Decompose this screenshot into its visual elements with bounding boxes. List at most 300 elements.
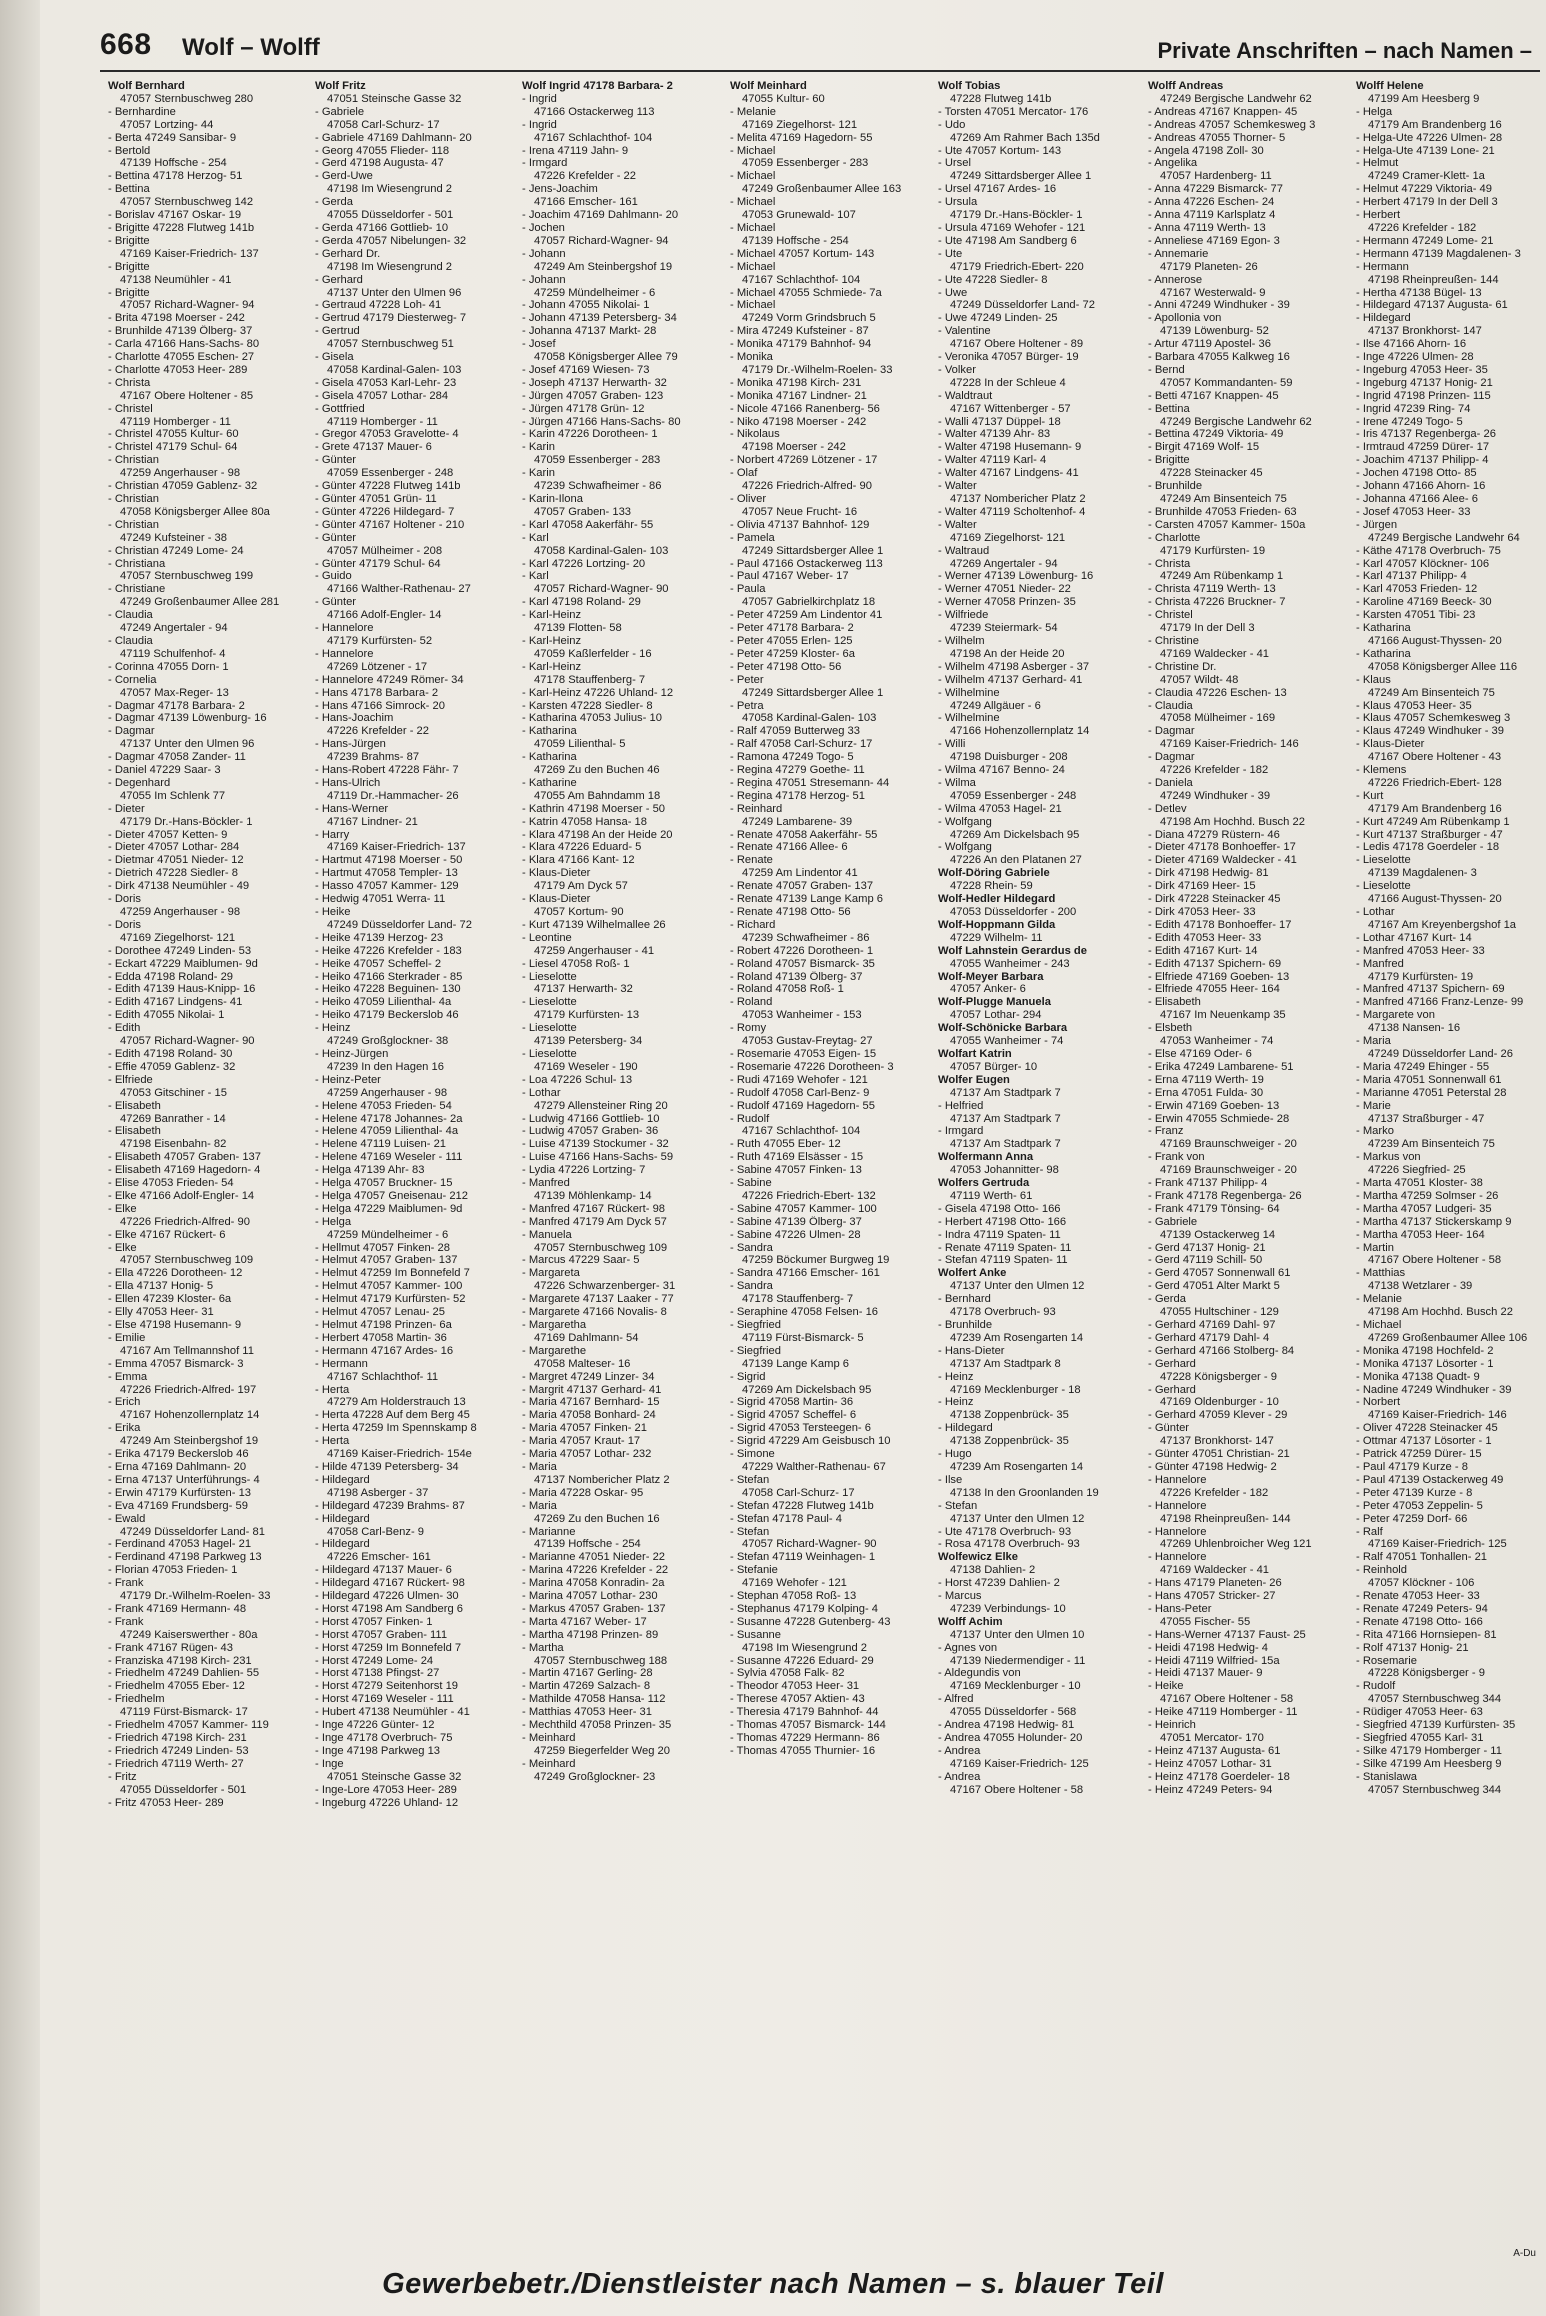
entry-line: - Ella 47137 Honig- 5 (108, 1280, 214, 1293)
entry-line: - Dagmar (1148, 725, 1195, 738)
entry-line: - Heinz (315, 1022, 351, 1035)
entry-line: - Heike 47226 Krefelder - 183 (315, 944, 462, 957)
entry-line: - Günter (315, 454, 357, 467)
entry-line: - Thomas 47055 Thurnier- 16 (730, 1744, 876, 1757)
entry-line: - Ingrid (522, 118, 557, 131)
entry-line: - Susanne 47226 Eduard- 29 (730, 1654, 874, 1667)
entry-line: - Degenhard (108, 776, 171, 789)
entry-address: 47239 Verbindungs- 10 (950, 1602, 1066, 1615)
entry-line: - Josef 47053 Heer- 33 (1356, 505, 1471, 518)
entry-address: 47167 Obere Holtener - 58 (950, 1783, 1084, 1796)
entry-line: - Margaretha (522, 1319, 587, 1331)
entry-line: - Margarete 47166 Novalis- 8 (522, 1306, 667, 1319)
entry-line: - Rosemarie 47226 Dorotheen- 3 (730, 1060, 894, 1073)
entry-line: - Frank 47167 Rügen- 43 (108, 1641, 234, 1654)
entry-address: 47249 Düsseldorfer Land- 81 (120, 1525, 265, 1538)
entry-address: 47057 Sternbuschweg 109 (534, 1241, 668, 1254)
entry-address: 47198 Rheinpreußen- 144 (1368, 273, 1499, 286)
entry-line: - Artur 47119 Apostel- 36 (1148, 338, 1271, 351)
entry-line: - Christine (1148, 634, 1199, 647)
entry-line: - Elfriede 47169 Goeben- 13 (1148, 970, 1290, 983)
entry-line: - Brunhilde 47053 Frieden- 63 (1148, 505, 1297, 518)
entry-address: 47057 Richard-Wagner- 90 (742, 1538, 877, 1551)
entry-line: - Valentine (938, 325, 991, 338)
entry-address: 47169 Kaiser-Friedrich- 137 (120, 247, 259, 260)
entry-line: - Edith 47167 Kurt- 14 (1148, 944, 1258, 957)
entry-line: - Edith 47053 Heer- 33 (1148, 931, 1262, 944)
entry-line: - Inge 47198 Parkweg 13 (315, 1744, 441, 1757)
entry-address: 47057 Hardenberg- 11 (1160, 170, 1272, 183)
entry-line: - Detlev (1148, 802, 1187, 815)
entry-address: 47055 Am Bahndamm 18 (534, 789, 661, 802)
entry-line: - Friedhelm 47055 Eber- 12 (108, 1680, 245, 1693)
entry-line: - Renate 47053 Heer- 33 (1356, 1590, 1480, 1603)
entry-line: - Dagmar (108, 725, 155, 738)
entry-line: - Erwin 47169 Goeben- 13 (1148, 1099, 1280, 1112)
entry-address: 47169 Kaiser-Friedrich- 125 (950, 1757, 1089, 1770)
entry-line: - Rosemarie (1356, 1654, 1417, 1667)
entry-line: - Gerhard 47166 Stolberg- 84 (1148, 1344, 1295, 1357)
entry-line: - Andrea (938, 1744, 981, 1757)
entry-address: 47138 Zoppenbrück- 35 (950, 1435, 1069, 1448)
entry-address: 47166 Ostackerweg 113 (534, 105, 655, 118)
entry-address: 47139 Hoffsche - 254 (742, 234, 849, 247)
entry-line: - Walter 47119 Karl- 4 (938, 454, 1047, 467)
entry-line: - Wilma 47167 Benno- 24 (938, 764, 1065, 777)
entry-address: 47179 Kurfürsten- 19 (1368, 970, 1474, 983)
entry-line: - Elise 47053 Frieden- 54 (108, 1177, 234, 1190)
entry-line: - Michael (730, 260, 776, 273)
entry-line: - Walter (938, 480, 977, 493)
entry-line: - Ute 47057 Kortum- 143 (938, 144, 1062, 157)
entry-line: - Günter (1148, 1422, 1190, 1435)
entry-line: - Monika 47137 Lösorter - 1 (1356, 1357, 1494, 1370)
entry-line: - Fritz 47053 Heer- 289 (108, 1796, 224, 1809)
entry-line: - Ingeburg 47226 Uhland- 12 (315, 1796, 459, 1809)
listing-column-3 (522, 80, 722, 2270)
entry-line: - Borislav 47167 Oskar- 19 (108, 209, 242, 222)
entry-line: - Peter 47259 Dorf- 66 (1356, 1512, 1468, 1525)
entry-address: 47269 Uhlenbroicher Weg 121 (1160, 1538, 1312, 1551)
entry-address: 47167 Schlachthof- 11 (327, 1370, 439, 1383)
entry-line: - Heiko 47179 Beckerslob 46 (315, 1009, 459, 1022)
entry-address: 47228 In der Schleue 4 (950, 376, 1066, 389)
entry-line: - Roland 47057 Bismarck- 35 (730, 957, 875, 970)
entry-line: - Sigrid 47053 Tersteegen- 6 (730, 1422, 871, 1435)
entry-line: - Maria 47057 Lothar- 232 (522, 1448, 652, 1461)
entry-line: - Günter 47167 Holtener - 210 (315, 518, 465, 531)
entry-line: - Paul 47166 Ostackerweg 113 (730, 557, 883, 570)
entry-line: - Heinz-Peter (315, 1073, 381, 1086)
entry-line: - Gerd 47057 Sonnenwall 61 (1148, 1267, 1291, 1280)
entry-line: - Heike (315, 906, 351, 918)
entry-heading: Wolf-Döring Gabriele (938, 867, 1050, 880)
entry-line: - Dirk 47053 Heer- 33 (1148, 906, 1256, 918)
entry-address: 47167 Schlachthof- 104 (742, 273, 861, 286)
entry-heading: Wolfermann Anna (938, 1151, 1034, 1164)
entry-line: - Lieselotte (522, 996, 577, 1009)
entry-address: 47179 Am Dyck 57 (534, 880, 628, 893)
entry-line: - Rudi 47169 Wehofer - 121 (730, 1073, 868, 1086)
entry-line: - Leontine (522, 931, 572, 944)
entry-address: 47167 Im Neuenkamp 35 (1160, 1009, 1286, 1022)
entry-line: - Manfred (522, 1177, 570, 1190)
entry-line: - Wilhelm (938, 634, 985, 647)
entry-line: - Uwe 47249 Linden- 25 (938, 312, 1058, 325)
entry-line: - Hermann 47249 Lome- 21 (1356, 234, 1494, 247)
entry-line: - Irena 47119 Jahn- 9 (522, 144, 629, 157)
entry-line: - Franziska 47198 Kirch- 231 (108, 1654, 252, 1667)
listing-column-7 (1356, 80, 1542, 2270)
entry-line: - Christa 47226 Bruckner- 7 (1148, 596, 1286, 609)
entry-line: - Jens-Joachim (522, 183, 598, 196)
entry-address: 47179 Kurfürsten- 13 (534, 1009, 640, 1022)
entry-line: - Marko (1356, 1125, 1394, 1138)
entry-address: 47249 Am Steinbergshof 19 (534, 260, 673, 273)
entry-line: - Nicole 47166 Ranenberg- 56 (730, 402, 880, 415)
entry-line: - Manuela (522, 1228, 572, 1241)
entry-address: 47269 Am Rahmer Bach 135d (950, 131, 1100, 144)
entry-line: - Günter 47228 Flutweg 141b (315, 480, 461, 493)
entry-line: - Rudolf (730, 1112, 770, 1125)
entry-address: 47239 Am Rosengarten 14 (950, 1460, 1084, 1473)
entry-line: - Hilde 47139 Petersberg- 34 (315, 1460, 459, 1473)
entry-line: - Renate 47058 Aakerfähr- 55 (730, 828, 878, 841)
entry-address: 47169 Kaiser-Friedrich- 146 (1160, 738, 1299, 751)
entry-address: 47139 Ostackerweg 14 (1160, 1228, 1276, 1241)
entry-line: - Iris 47137 Regenberga- 26 (1356, 428, 1496, 441)
entry-address: 47057 Richard-Wagner- 94 (534, 234, 669, 247)
entry-line: - Wilma (938, 776, 976, 789)
entry-line: - Siegfried (730, 1344, 781, 1357)
entry-line: - Herbert 47179 In der Dell 3 (1356, 196, 1498, 209)
entry-line: - Kurt 47139 Wilhelmallee 26 (522, 918, 666, 931)
entry-line: - Edith 47139 Haus-Knipp- 16 (108, 983, 256, 996)
entry-line: - Irmgard (522, 157, 568, 170)
entry-address: 47051 Steinsche Gasse 32 (327, 1770, 462, 1783)
entry-line: - Gisela 47198 Otto- 166 (938, 1202, 1061, 1215)
entry-line: - Katharina (1356, 622, 1411, 635)
entry-line: - Günter 47226 Hildegard- 7 (315, 505, 455, 518)
entry-address: 47169 Weseler - 190 (534, 1060, 638, 1073)
page-header (100, 28, 1546, 64)
entry-line: - Michael (730, 221, 776, 234)
entry-address: 47137 Unter den Ulmen 12 (950, 1280, 1085, 1293)
entry-line: - Hannelore (315, 622, 374, 635)
entry-line: - Dirk 47228 Steinacker 45 (1148, 893, 1281, 906)
entry-line: - Wilhelm 47198 Asberger - 37 (938, 660, 1090, 673)
entry-line: - Margarete 47137 Laaker - 77 (522, 1293, 674, 1306)
entry-line: - Edith 47198 Roland- 30 (108, 1047, 233, 1060)
entry-line: - Theodor 47053 Heer- 31 (730, 1680, 860, 1693)
entry-address: 47179 Dr.-Wilhelm-Roelen- 33 (742, 363, 893, 376)
entry-line: - Walter 47198 Husemann- 9 (938, 441, 1082, 454)
entry-address: 47057 Sternbuschweg 344 (1368, 1783, 1502, 1796)
entry-address: 47279 Am Holderstrauch 13 (327, 1396, 466, 1409)
entry-address: 47058 Königsberger Allee 79 (534, 351, 678, 364)
entry-address: 47057 Richard-Wagner- 90 (120, 1035, 255, 1048)
entry-line: - Hubert 47138 Neumühler - 41 (315, 1706, 470, 1719)
entry-address: 47137 Nombericher Platz 2 (950, 493, 1086, 505)
entry-line: - Hermann 47167 Ardes- 16 (315, 1344, 454, 1357)
entry-line: - Angelika (1148, 157, 1198, 170)
entry-line: - Lothar 47167 Kurt- 14 (1356, 931, 1472, 944)
entry-line: - Indra 47119 Spaten- 11 (938, 1228, 1061, 1241)
entry-line: - Elke (108, 1202, 137, 1215)
entry-address: 47249 Angertaler - 94 (120, 622, 228, 635)
entry-line: - Karin (522, 467, 555, 480)
entry-line: - Hannelore (315, 647, 374, 660)
entry-line: - Klaus 47053 Heer- 35 (1356, 699, 1472, 712)
entry-address: 47057 Sternbuschweg 142 (120, 196, 254, 209)
entry-line: - Silke 47179 Homberger - 11 (1356, 1744, 1502, 1757)
entry-line: - Friedhelm (108, 1693, 165, 1706)
entry-line: - Horst 47279 Seitenhorst 19 (315, 1680, 459, 1693)
entry-line: - Heinz 47137 Augusta- 61 (1148, 1744, 1281, 1757)
entry-line: - Gottfried (315, 402, 365, 415)
entry-address: 47249 Düsseldorfer Land- 72 (950, 299, 1095, 312)
entry-line: - Martha 47057 Ludgeri- 35 (1356, 1202, 1492, 1215)
entry-line: - Gisela 47053 Karl-Lehr- 23 (315, 376, 457, 389)
entry-line: - Horst 47239 Dahlien- 2 (938, 1577, 1060, 1590)
entry-heading: Wolfart Katrin (938, 1047, 1012, 1060)
entry-address: 47053 Johannitter- 98 (950, 1164, 1059, 1177)
entry-line: - Walter 47139 Ahr- 83 (938, 428, 1051, 441)
entry-line: - Peter (730, 673, 764, 686)
entry-line: - Günter 47051 Christian- 21 (1148, 1448, 1290, 1461)
entry-address: 47139 Hoffsche - 254 (120, 157, 227, 170)
entry-line: - Christel 47179 Schul- 64 (108, 441, 238, 454)
entry-heading: Wolf Tobias (938, 80, 1001, 92)
entry-line: - Dieter 47057 Lothar- 284 (108, 841, 240, 854)
entry-line: - Irene 47249 Togo- 5 (1356, 415, 1463, 428)
entry-line: - Margret 47249 Linzer- 34 (522, 1370, 655, 1383)
entry-address: 47057 Mülheimer - 208 (327, 544, 443, 557)
entry-line: - Helmut 47179 Kurfürsten- 52 (315, 1293, 466, 1306)
entry-line: - Johanna 47166 Alee- 6 (1356, 493, 1478, 505)
entry-line: - Mechthild 47058 Prinzen- 35 (522, 1719, 672, 1732)
entry-line: - Eckart 47229 Maiblumen- 9d (108, 957, 258, 970)
entry-line: - Monika 47198 Kirch- 231 (730, 376, 862, 389)
entry-line: - Luise 47139 Stockumer - 32 (522, 1138, 669, 1151)
entry-line: - Karl 47053 Frieden- 12 (1356, 583, 1478, 596)
entry-address: 47057 Lothar- 294 (950, 1009, 1042, 1022)
entry-line: - Herta (315, 1435, 350, 1448)
entry-line: - Hermann 47139 Magdalenen- 3 (1356, 247, 1521, 260)
entry-line: - Hans-Dieter (938, 1344, 1005, 1357)
entry-line: - Olaf (730, 467, 758, 480)
entry-line: - Sigrid (730, 1370, 766, 1383)
entry-line: - Friedrich 47249 Linden- 53 (108, 1744, 249, 1757)
entry-line: - Helmut (1356, 157, 1399, 170)
entry-line: - Carla 47166 Hans-Sachs- 80 (108, 338, 260, 351)
entry-line: - Marcus (938, 1590, 982, 1603)
entry-line: - Karl 47226 Lortzing- 20 (522, 557, 646, 570)
entry-line: - Doris (108, 918, 141, 931)
entry-line: - Marina 47058 Konradin- 2a (522, 1577, 665, 1590)
entry-address: 47137 Bronkhorst- 147 (1368, 325, 1482, 338)
entry-address: 47057 Sternbuschweg 199 (120, 570, 254, 583)
entry-line: - Michael (730, 170, 776, 183)
entry-line: - Gerd 47051 Alter Markt 5 (1148, 1280, 1280, 1293)
entry-line: - Lothar (522, 1086, 561, 1099)
entry-line: - Katharina 47053 Julius- 10 (522, 712, 662, 725)
entry-address: 47167 Obere Holtener - 43 (1368, 751, 1502, 764)
entry-address: 47198 Am Hochhd. Busch 22 (1368, 1306, 1513, 1319)
entry-line: - Peter 47178 Barbara- 2 (730, 622, 854, 635)
entry-line: - Paul 47139 Ostackerweg 49 (1356, 1473, 1504, 1486)
entry-address: 47199 Am Heesberg 9 (1368, 92, 1480, 105)
entry-address: 47269 Zu den Buchen 16 (534, 1512, 660, 1525)
entry-line: - Hildegard (1356, 312, 1411, 325)
entry-line: - Christa (108, 376, 151, 389)
entry-address: 47198 Rheinpreußen- 144 (1160, 1512, 1291, 1525)
entry-line: - Ruth 47055 Eber- 12 (730, 1138, 841, 1151)
entry-line: - Ingrid 47239 Ring- 74 (1356, 402, 1471, 415)
entry-address: 47138 In den Groonlanden 19 (950, 1486, 1099, 1499)
entry-address: 47269 Lötzener - 17 (327, 660, 428, 673)
entry-line: - Meinhard (522, 1732, 576, 1744)
entry-address: 47249 Bergische Landwehr 64 (1368, 531, 1520, 544)
entry-line: - Karl 47058 Aakerfähr- 55 (522, 518, 654, 531)
entry-line: - Anneliese 47169 Egon- 3 (1148, 234, 1280, 247)
entry-line: - Margarethe (522, 1344, 587, 1357)
entry-line: - Helmut 47057 Graben- 137 (315, 1254, 458, 1267)
entry-line: - Christine Dr. (1148, 660, 1217, 673)
entry-line: - Martin 47167 Gerling- 28 (522, 1667, 653, 1680)
entry-address: 47179 Dr.-Hans-Böckler- 1 (120, 815, 253, 828)
entry-line: - Frank 47169 Hermann- 48 (108, 1602, 247, 1615)
entry-line: - Heiko 47059 Lilienthal- 4a (315, 996, 452, 1009)
entry-line: - Maria 47057 Kraut- 17 (522, 1435, 641, 1448)
entry-address: 47229 Wilhelm- 11 (950, 931, 1043, 944)
entry-line: - Klemens (1356, 764, 1407, 777)
entry-line: - Lieselotte (522, 1047, 577, 1060)
entry-line: - Brunhilde (938, 1319, 993, 1331)
entry-address: 47166 August-Thyssen- 20 (1368, 893, 1502, 906)
entry-address: 47137 Bronkhorst- 147 (1160, 1435, 1274, 1448)
entry-line: - Helene 47053 Frieden- 54 (315, 1099, 452, 1112)
entry-line: - Jürgen (1356, 518, 1398, 531)
entry-line: - Karl 47198 Roland- 29 (522, 596, 641, 609)
entry-address: 47169 Waldecker - 41 (1160, 1564, 1270, 1577)
entry-line: - Helmut 47259 Im Bonnefeld 7 (315, 1267, 470, 1280)
section-heading: Private Anschriften – nach Namen – (1157, 38, 1532, 63)
entry-line: - Gisela 47057 Lothar- 284 (315, 389, 449, 402)
entry-line: - Erna 47169 Dahlmann- 20 (108, 1460, 247, 1473)
entry-line: - Irmgard (938, 1125, 984, 1138)
entry-line: - Manfred 47053 Heer- 33 (1356, 944, 1485, 957)
entry-line: - Günter 47051 Grün- 11 (315, 493, 437, 505)
entry-line: - Dagmar 47058 Zander- 11 (108, 751, 246, 764)
entry-line: - Inge 47226 Ulmen- 28 (1356, 351, 1474, 364)
entry-address: 47138 Dahlien- 2 (950, 1564, 1036, 1577)
entry-line: - Gabriele 47169 Dahlmann- 20 (315, 131, 472, 144)
entry-address: 47167 Lindner- 21 (327, 815, 418, 828)
entry-line: - Sylvia 47058 Falk- 82 (730, 1667, 845, 1680)
entry-line: - Karin (522, 441, 555, 454)
entry-address: 47228 Königsberger - 9 (1368, 1667, 1485, 1680)
entry-address: 47055 Im Schlenk 77 (120, 789, 226, 802)
entry-address: 47167 Obere Holtener - 89 (950, 338, 1084, 351)
entry-line: - Elisabeth 47169 Hagedorn- 4 (108, 1164, 261, 1177)
entry-line: - Udo (938, 118, 966, 131)
entry-line: - Bernhard (938, 1293, 991, 1306)
entry-line: - Ursel 47167 Ardes- 16 (938, 183, 1057, 196)
entry-line: - Dieter 47169 Waldecker - 41 (1148, 854, 1297, 867)
entry-address: 47119 Fürst-Bismarck- 5 (742, 1331, 864, 1344)
entry-line: - Sabine (730, 1177, 772, 1190)
entry-line: - Heinz 47057 Lothar- 31 (1148, 1757, 1272, 1770)
entry-line: - Kurt (1356, 789, 1384, 802)
entry-address: 47058 Königsberger Allee 116 (1368, 660, 1518, 673)
entry-address: 47058 Carl-Schurz- 17 (742, 1486, 855, 1499)
entry-line: - Peter 47055 Erlen- 125 (730, 634, 853, 647)
entry-address: 47249 Am Binsenteich 75 (1368, 686, 1495, 699)
entry-line: - Elfriede 47055 Heer- 164 (1148, 983, 1280, 996)
entry-line: - Johanna 47137 Markt- 28 (522, 325, 657, 338)
entry-line: - Volker (938, 363, 976, 376)
entry-address: 47259 Biegerfelder Weg 20 (534, 1744, 671, 1757)
entry-address: 47057 Richard-Wagner- 90 (534, 583, 669, 596)
entry-heading: Wolff Andreas (1148, 80, 1224, 92)
entry-line: - Bettina (1148, 402, 1190, 415)
entry-line: - Karoline 47169 Beeck- 30 (1356, 596, 1492, 609)
entry-address: 47119 Werth- 61 (950, 1189, 1033, 1202)
entry-line: - Hildegard 47137 Augusta- 61 (1356, 299, 1508, 312)
entry-line: - Hildegard (938, 1422, 993, 1435)
entry-address: 47239 Schwafheimer - 86 (742, 931, 870, 944)
entry-line: - Waldtraut (938, 389, 993, 402)
entry-address: 47226 Siegfried- 25 (1368, 1164, 1466, 1177)
entry-line: - Peter 47259 Kloster- 6a (730, 647, 855, 660)
entry-line: - Klara 47166 Kant- 12 (522, 854, 635, 867)
entry-address: 47058 Kardinal-Galen- 103 (327, 363, 462, 376)
entry-line: - Wilma 47053 Hagel- 21 (938, 802, 1062, 815)
entry-address: 47169 Mecklenburger - 18 (950, 1383, 1081, 1396)
entry-line: - Manfred 47137 Spichern- 69 (1356, 983, 1505, 996)
entry-line: - Erika 47249 Lambarene- 51 (1148, 1060, 1294, 1073)
entry-line: - Michael (730, 196, 776, 209)
entry-address: 47053 Grunewald- 107 (742, 209, 856, 222)
entry-line: - Thomas 47229 Hermann- 86 (730, 1732, 880, 1744)
entry-line: - Gregor 47053 Gravelotte- 4 (315, 428, 459, 441)
entry-address: 47057 Kommandanten- 59 (1160, 376, 1293, 389)
entry-line: - Annemarie (1148, 247, 1209, 260)
entry-line: - Meinhard (522, 1757, 576, 1770)
entry-line: - Ellen 47239 Kloster- 6a (108, 1293, 232, 1306)
footer-note: Gewerbebetr./Dienstleister nach Namen – s. blauer Teil (382, 2268, 1164, 2300)
entry-address: 47167 Westerwald- 9 (1160, 286, 1266, 299)
entry-address: 47239 In den Hagen 16 (327, 1060, 444, 1073)
entry-address: 47057 Sternbuschweg 188 (534, 1654, 668, 1667)
entry-address: 47053 Wanheimer - 153 (742, 1009, 862, 1022)
entry-line: - Günter (315, 596, 357, 609)
entry-line: - Fritz (108, 1770, 137, 1783)
entry-line: - Elsbeth (1148, 1022, 1193, 1035)
entry-line: - Pamela (730, 531, 775, 544)
entry-line: - Edda 47198 Roland- 29 (108, 970, 234, 983)
entry-line: - Betti 47167 Knappen- 45 (1148, 389, 1279, 402)
entry-line: - Hermann (1356, 260, 1409, 273)
entry-line: - Paul 47167 Weber- 17 (730, 570, 849, 583)
entry-line: - Michael (730, 144, 776, 157)
entry-line: - Kurt 47137 Straßburger - 47 (1356, 828, 1503, 841)
entry-line: - Oliver 47228 Steinacker 45 (1356, 1422, 1498, 1435)
entry-line: - Renate (730, 854, 773, 867)
entry-line: - Sigrid 47058 Martin- 36 (730, 1396, 854, 1409)
entry-line: - Joachim 47169 Dahlmann- 20 (522, 209, 679, 222)
